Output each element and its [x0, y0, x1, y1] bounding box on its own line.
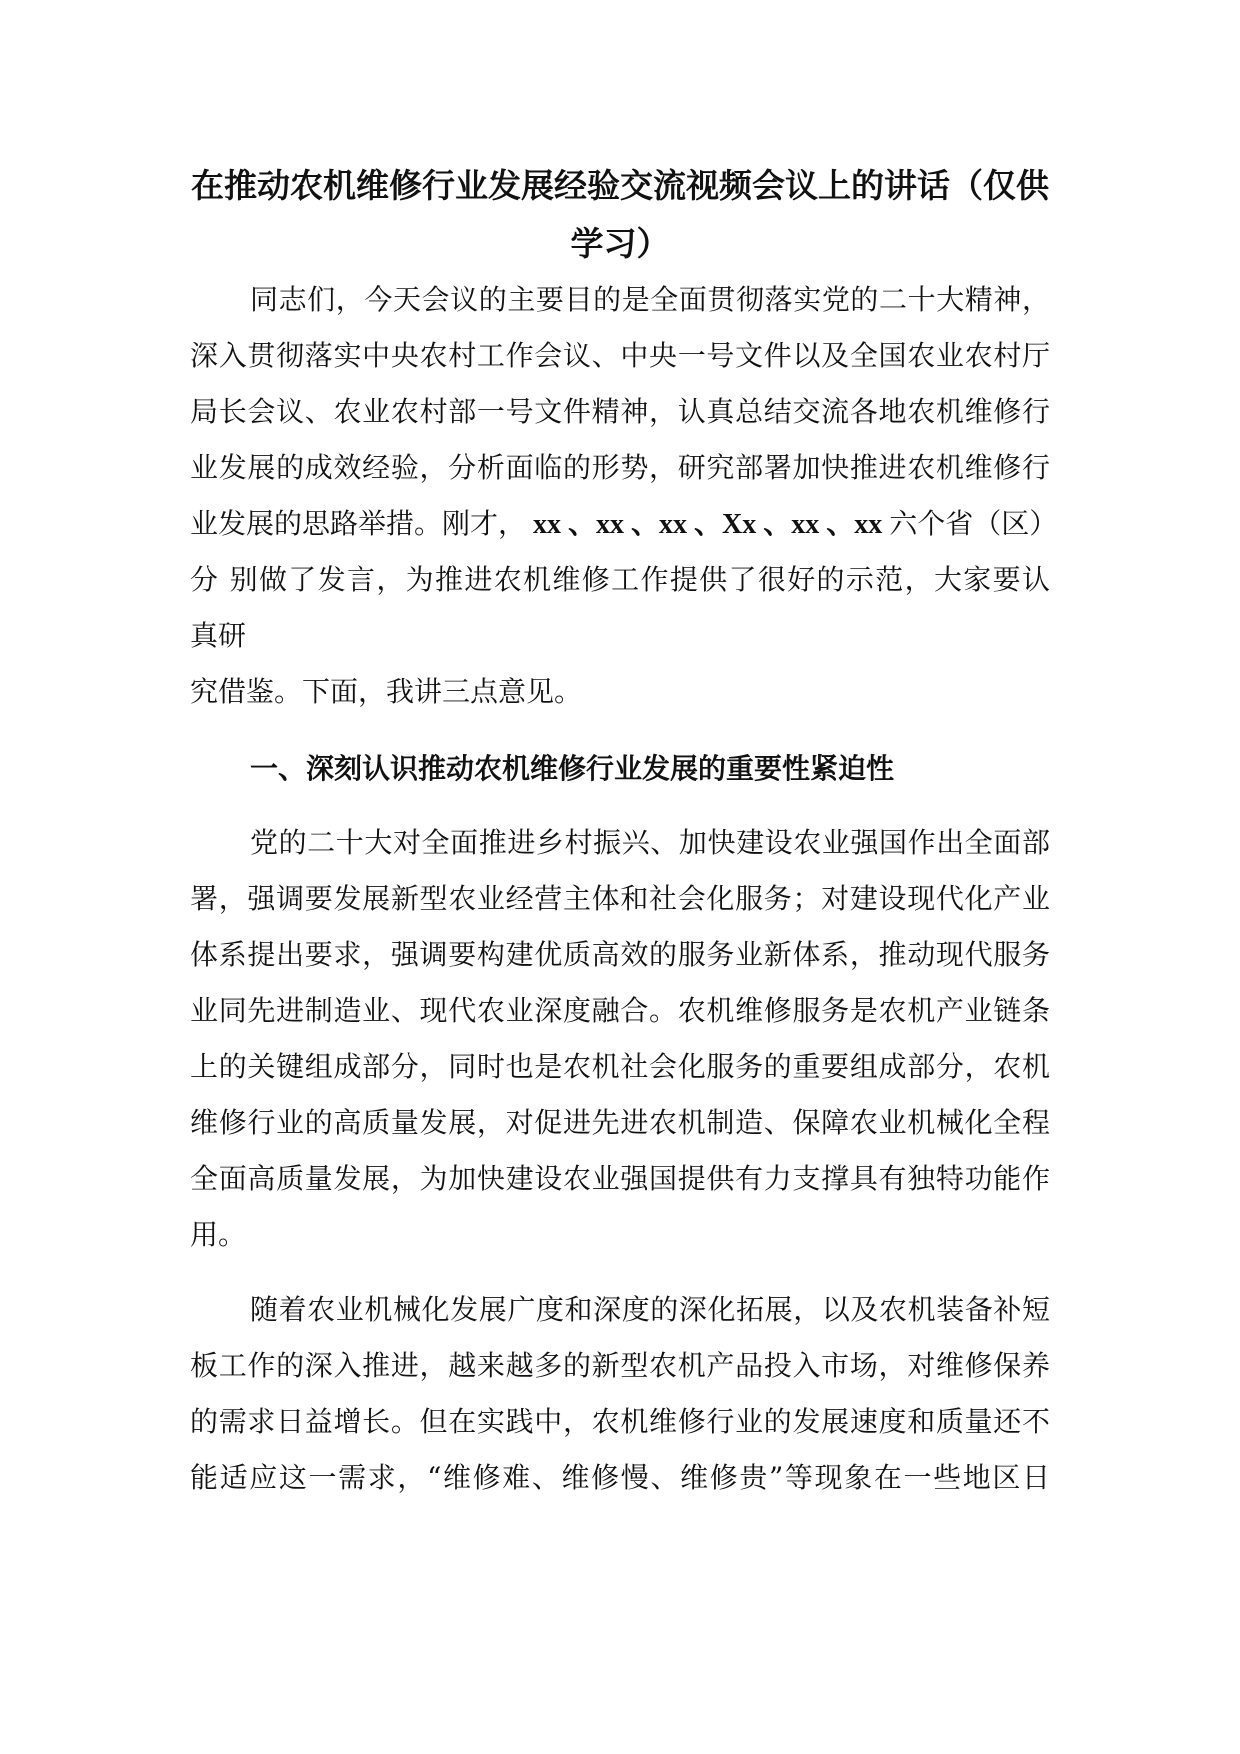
document-title-line-2: 学习） [570, 224, 670, 263]
paragraph-2-line-6: 维修行业的高质量发展，对促进先进农机制造、保障农业机械化全程 [190, 1106, 1050, 1139]
paragraph-1-line-3: 局长会议、农业农村部一号文件精神，认真总结交流各地农机维修行 [190, 395, 1050, 428]
paragraph-3-line-2: 板工作的深入推进，越来越多的新型农机产品投入市场，对维修保养 [190, 1349, 1050, 1382]
paragraph-1-line-6: 分 别做了发言，为推进农机维修工作提供了很好的示范，大家要认 [190, 563, 1050, 596]
paragraph-2-line-4: 业同先进制造业、现代农业深度融合。农机维修服务是农机产业链条 [190, 994, 1050, 1027]
paragraph-2-line-3: 体系提出要求，强调要构建优质高效的服务业新体系，推动现代服务 [190, 938, 1050, 971]
paragraph-2-line-7: 全面高质量发展，为加快建设农业强国提供有力支撑具有独特功能作 [190, 1162, 1050, 1195]
paragraph-1-line-2: 深入贯彻落实中央农村工作会议、中央一号文件以及全国农业农村厅 [190, 339, 1050, 372]
section-heading-1: 一、深刻认识推动农机维修行业发展的重要性紧迫性 [250, 752, 895, 785]
paragraph-3-line-3: 的需求日益增长。但在实践中，农机维修行业的发展速度和质量还不 [190, 1405, 1050, 1438]
paragraph-1-line-5-text: 业发展的思路举措。刚才， [190, 507, 527, 540]
paragraph-1-line-7: 真研 [190, 619, 247, 652]
paragraph-1-line-8: 究借鉴。下面，我讲三点意见。 [190, 675, 583, 708]
paragraph-1-line-5-end: 六个省（区） [889, 507, 1058, 540]
paragraph-2-line-8: 用。 [190, 1218, 247, 1251]
document-title-line-1: 在推动农机维修行业发展经验交流视频会议上的讲话（仅供 [191, 166, 1049, 205]
paragraph-2-line-2: 署，强调要发展新型农业经营主体和社会化服务；对建设现代化产业 [190, 882, 1050, 915]
paragraph-1-line-1: 同志们，今天会议的主要目的是全面贯彻落实党的二十大精神， [250, 283, 1050, 316]
paragraph-3-line-4: 能适应这一需求，“维修难、维修慢、维修贵”等现象在一些地区日 [190, 1461, 1050, 1494]
paragraph-2-line-5: 上的关键组成部分，同时也是农机社会化服务的重要组成部分，农机 [190, 1050, 1050, 1083]
province-list: xx 、xx 、xx 、Xx 、xx 、xx [526, 509, 890, 540]
paragraph-1-line-4: 业发展的成效经验，分析面临的形势，研究部署加快推进农机维修行 [190, 451, 1050, 484]
paragraph-3-line-1: 随着农业机械化发展广度和深度的深化拓展，以及农机装备补短 [250, 1293, 1050, 1326]
paragraph-2-line-1: 党的二十大对全面推进乡村振兴、加快建设农业强国作出全面部 [250, 826, 1050, 859]
paragraph-1-line-5 [190, 504, 1058, 545]
